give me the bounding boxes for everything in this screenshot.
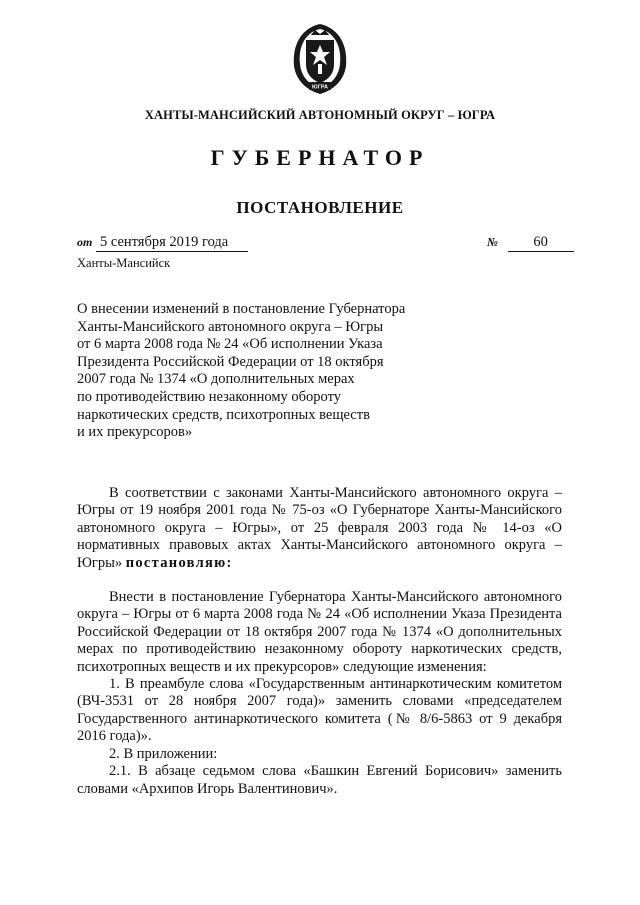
number-value: 60 — [508, 234, 574, 252]
subject-line: наркотических средств, психотропных веществ — [77, 406, 370, 423]
document-type-heading: ПОСТАНОВЛЕНИЕ — [236, 198, 404, 217]
intro-paragraph: Внести в постановление Губернатора Ханты-Мансийского автономного округа – Югры от 6 марта 2008 года № 24 «Об исполнении Указа Президента Российской Федерации от 18 октября 2007 года № 1374 «О дополнительных мерах по противодействию незаконному обороту наркотических средств, психотропных веществ и их прекурсоров» следующие изменения: — [77, 589, 562, 675]
subject-line: О внесении изменений в постановление Губернатора — [77, 301, 406, 317]
number-sign: № — [487, 235, 498, 249]
document-body — [77, 485, 562, 798]
resolve-word: постановляю: — [125, 554, 233, 571]
emblem-ribbon-text: ЮГРА — [312, 84, 328, 91]
region-title: ХАНТЫ-МАНСИЙСКИЙ АВТОНОМНЫЙ ОКРУГ – ЮГРА — [144, 108, 496, 122]
subject-line: Президента Российской Федерации от 18 октября — [77, 353, 384, 370]
subject-line: от 6 марта 2008 года № 24 «Об исполнении Указа — [77, 336, 383, 353]
document-city: Ханты-Мансийск — [77, 256, 171, 270]
date-value: 5 сентября 2019 года — [96, 234, 248, 252]
governor-heading: ГУБЕРНАТОР — [210, 145, 430, 170]
preamble-paragraph — [77, 485, 562, 572]
khanty-mansi-coat-of-arms-icon — [288, 22, 352, 96]
subject-line: по противодействию незаконному обороту — [77, 388, 342, 405]
subject-line: и их прекурсоров» — [77, 424, 193, 441]
subject-line: Ханты-Мансийского автономного округа – Югры — [77, 318, 384, 335]
preamble-text: В соответствии с законами Ханты-Мансийского автономного округа – Югры от 19 ноября 2001 года № 75-оз «О Губернаторе Ханты-Мансийского автономного округа – Югры», от 25 февраля 2003 года № 14-оз «О нормативных правовых актах Ханты-Мансийского автономного округа – Югры» — [77, 485, 562, 571]
item-1-paragraph: 1. В преамбуле слова «Государственным антинаркотическим комитетом (ВЧ-3531 от 28 ноября 2007 года)» заменить словами «председателем Государственного антинаркотического комитета (№ 8/6-5863 от 9 декабря 2016 года)». — [77, 676, 562, 745]
date-prefix: от — [77, 235, 93, 249]
document-number — [487, 234, 574, 252]
subject-line: 2007 года № 1374 «О дополнительных мерах — [77, 371, 355, 388]
item-2-1-paragraph: 2.1. В абзаце седьмом слова «Башкин Евгений Борисович» заменить словами «Архипов Игорь Валентинович». — [77, 763, 562, 797]
item-2-paragraph: 2. В приложении: — [109, 745, 218, 762]
document-date — [77, 234, 248, 252]
document-subject — [77, 301, 457, 442]
